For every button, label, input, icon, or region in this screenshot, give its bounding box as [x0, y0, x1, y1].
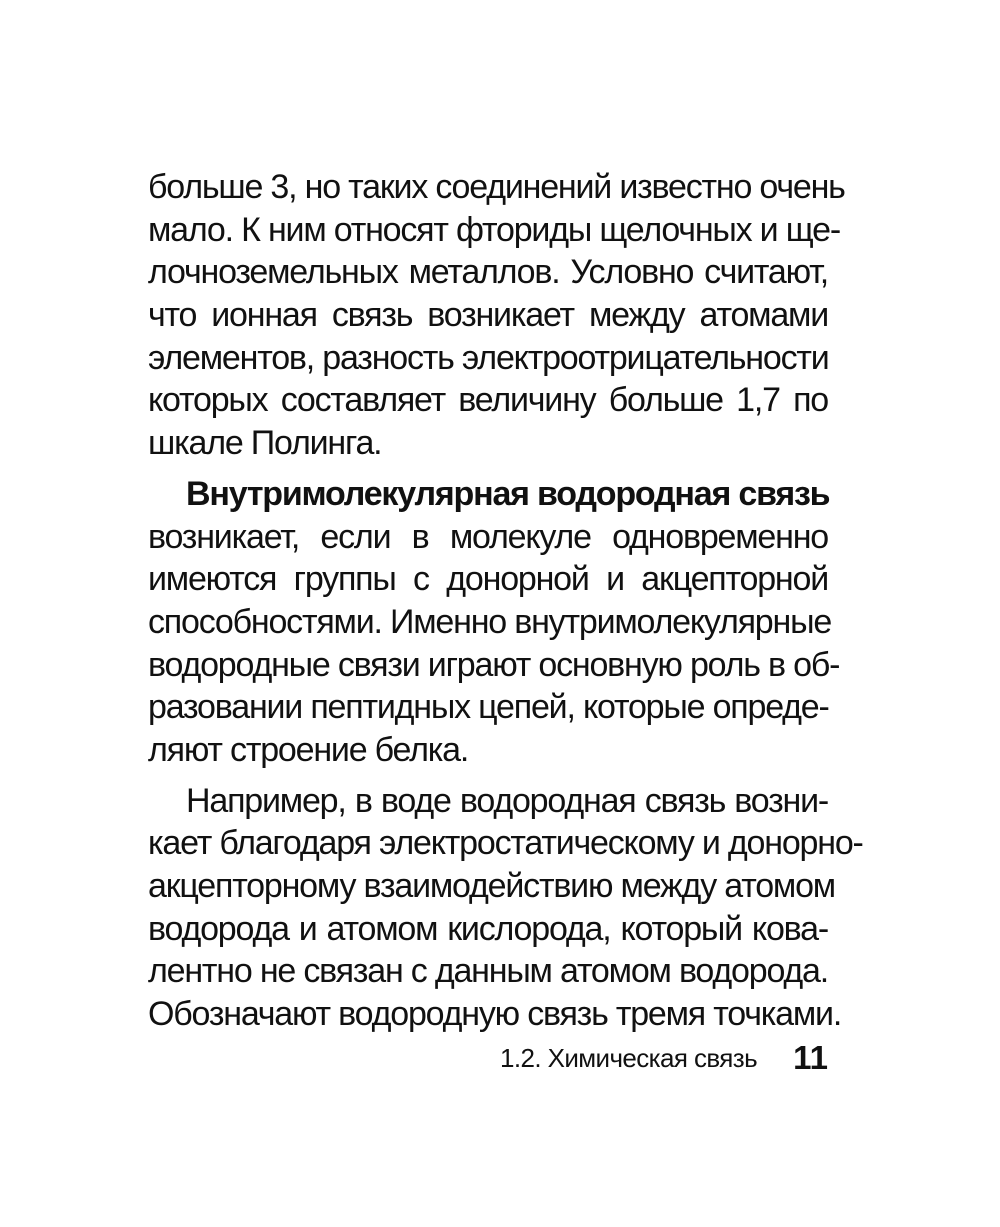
- text-line: возникает, если в молекуле одновременно: [148, 517, 828, 556]
- paragraph-gap: [148, 772, 828, 780]
- running-footer-title: 1.2. Химическая связь: [500, 1042, 758, 1073]
- text-line: элементов, разность электроотрицательности: [148, 338, 829, 377]
- text-line: ляют строение белка.: [148, 730, 469, 769]
- text-line: которых составляет величину больше 1,7 по: [148, 381, 828, 420]
- page-number: 11: [793, 1039, 828, 1076]
- text-line: водорода и атомом кислорода, который кова-: [148, 909, 828, 948]
- page-footer: [500, 1038, 828, 1078]
- text-line: лочноземельных металлов. Условно считают,: [148, 253, 828, 292]
- text-line: Например, в воде водородная связь возни-: [186, 781, 828, 820]
- text-line: шкале Полинга.: [148, 424, 382, 463]
- text-line: имеются группы с донорной и акцепторной: [148, 560, 828, 599]
- paragraph-ionic-bond: [148, 166, 845, 465]
- text-line: кает благодаря электростатическому и донорно-: [148, 824, 863, 863]
- paragraph-intramolecular-bond: [148, 473, 840, 772]
- bold-term: Внутримолекулярная водородная связь: [186, 474, 830, 513]
- page-body: [148, 166, 863, 1036]
- text-line: акцепторному взаимодействию между атомом: [148, 867, 835, 905]
- text-line: водородные связи играют основную роль в об-: [148, 645, 840, 684]
- text-line: мало. К ним относят фториды щелочных и ще-: [148, 210, 840, 249]
- text-line: способностями. Именно внутримолекулярные: [148, 602, 832, 641]
- text-line: лентно не связан с данным атомом водорода.: [148, 952, 829, 991]
- paragraph-gap: [148, 465, 828, 473]
- text-line: больше 3, но таких соединений известно очень: [148, 168, 845, 206]
- paragraph-water-example: [148, 780, 863, 1036]
- text-line: что ионная связь возникает между атомами: [148, 296, 828, 335]
- text-line: разовании пептидных цепей, которые опреде-: [148, 688, 829, 727]
- text-line: Обозначают водородную связь тремя точками.: [148, 995, 842, 1034]
